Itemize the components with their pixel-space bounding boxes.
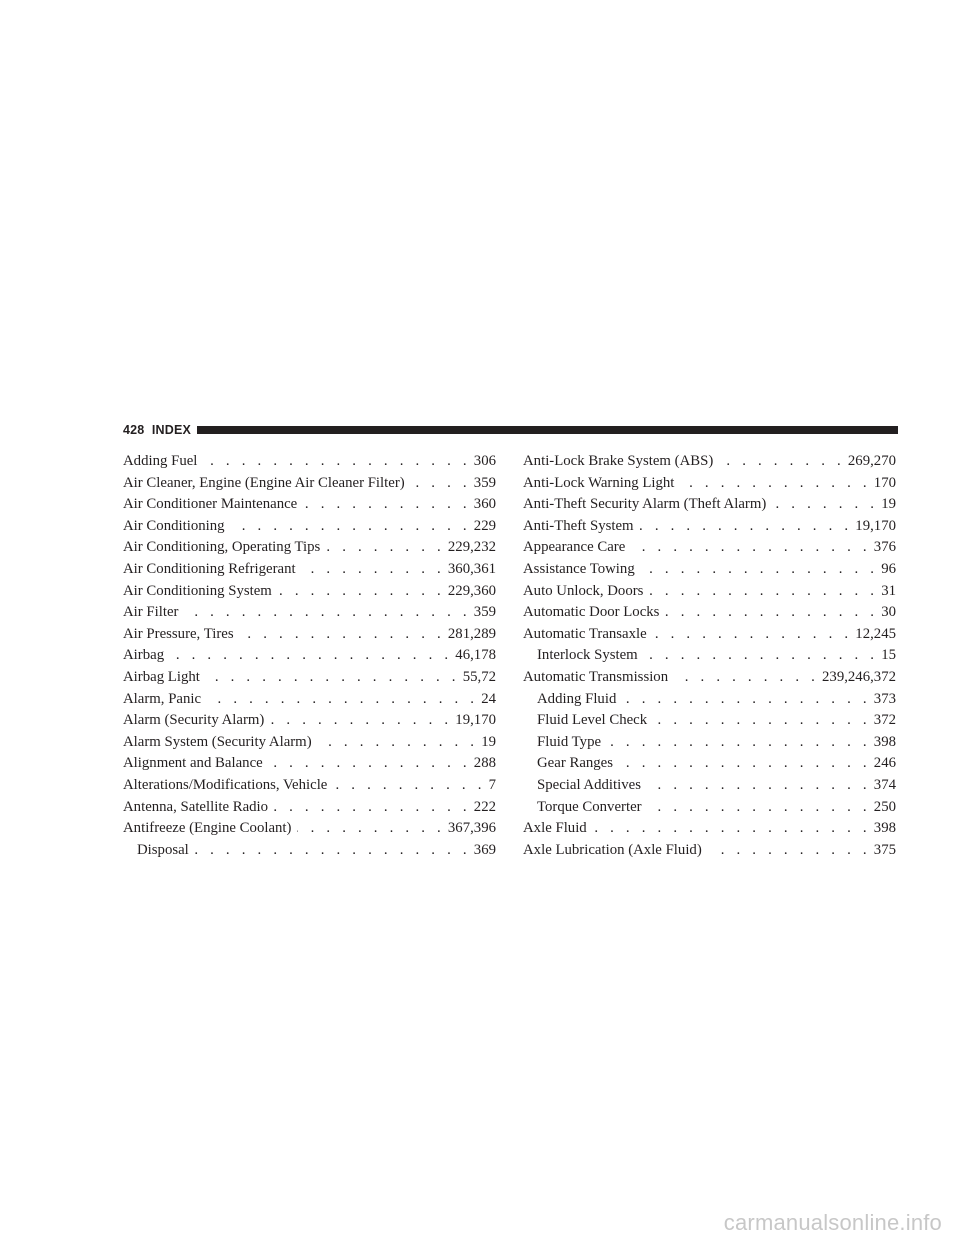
index-column-right	[523, 451, 896, 861]
index-page-numbers: 12,245	[855, 625, 896, 642]
index-term: Assistance Towing	[523, 560, 635, 577]
dot-leader	[302, 559, 445, 581]
index-page-numbers: 19	[881, 496, 896, 513]
index-term: Anti-Theft Security Alarm (Theft Alarm)	[523, 496, 767, 513]
dot-leader	[593, 818, 871, 840]
index-page-numbers: 373	[873, 690, 896, 707]
dot-leader	[297, 818, 444, 840]
dot-leader	[240, 624, 445, 646]
dot-leader	[619, 753, 871, 775]
index-page-numbers: 229,232	[447, 539, 496, 556]
index-term: Air Conditioning, Operating Tips	[123, 539, 321, 556]
dot-leader	[184, 602, 470, 624]
index-entry	[123, 516, 496, 538]
dot-leader	[411, 473, 471, 495]
index-page-numbers: 306	[473, 453, 496, 469]
dot-leader	[195, 840, 471, 862]
index-page-numbers: 96	[881, 560, 896, 577]
dot-leader	[631, 537, 871, 559]
index-term: Air Conditioning	[123, 517, 225, 534]
index-term: Anti-Lock Brake System (ABS)	[523, 453, 714, 469]
index-page-numbers: 398	[873, 820, 896, 837]
index-term: Airbag Light	[123, 668, 200, 685]
index-term: Antenna, Satellite Radio	[123, 798, 269, 815]
index-term: Disposal	[137, 841, 189, 858]
index-page-numbers: 170	[873, 474, 896, 491]
index-entry	[123, 753, 496, 775]
index-page-numbers: 360	[473, 496, 496, 513]
header-spacer	[144, 423, 151, 437]
index-page-numbers: 375	[873, 841, 896, 858]
dot-leader	[303, 494, 471, 516]
index-term: Air Conditioner Maintenance	[123, 496, 298, 513]
index-entry	[523, 775, 896, 797]
index-page-numbers: 246	[873, 755, 896, 772]
index-column-left	[123, 451, 496, 861]
index-page-numbers: 250	[873, 798, 896, 815]
index-page-numbers: 31	[881, 582, 896, 599]
dot-leader	[648, 797, 871, 819]
dot-leader	[680, 473, 870, 495]
index-page-numbers: 288	[473, 755, 496, 772]
index-entry	[523, 451, 896, 473]
index-entry	[123, 581, 496, 603]
index-term: Alterations/Modifications, Vehicle	[123, 776, 328, 793]
index-entry	[123, 602, 496, 624]
index-entry	[123, 818, 496, 840]
index-entry	[523, 602, 896, 624]
index-page-numbers: 7	[488, 776, 496, 793]
index-entry	[123, 710, 496, 732]
dot-leader	[665, 602, 878, 624]
dot-leader	[653, 710, 871, 732]
index-page-numbers: 19,170	[455, 712, 496, 729]
dot-leader	[206, 667, 460, 689]
index-page-numbers: 222	[473, 798, 496, 815]
dot-leader	[278, 581, 445, 603]
dot-leader	[644, 645, 879, 667]
index-term: Air Conditioning Refrigerant	[123, 560, 296, 577]
index-term: Anti-Lock Warning Light	[523, 474, 675, 491]
index-page-numbers: 269,270	[847, 453, 896, 469]
index-page-numbers: 376	[873, 539, 896, 556]
index-term: Alignment and Balance	[123, 755, 263, 772]
index-entry	[523, 732, 896, 754]
index-term: Air Cleaner, Engine (Engine Air Cleaner Filter)	[123, 474, 405, 491]
index-entry	[123, 494, 496, 516]
index-page-numbers: 15	[881, 647, 896, 664]
dot-leader	[333, 775, 485, 797]
index-entry	[123, 732, 496, 754]
index-page-numbers: 398	[873, 733, 896, 750]
index-term: Appearance Care	[523, 539, 626, 556]
index-term: Alarm, Panic	[123, 690, 202, 707]
index-term: Air Conditioning System	[123, 582, 272, 599]
dot-leader	[203, 451, 470, 473]
index-entry	[523, 667, 896, 689]
index-page-numbers: 281,289	[447, 625, 496, 642]
index-term: Automatic Transmission	[523, 668, 669, 685]
index-term: Axle Fluid	[523, 820, 587, 837]
index-entry	[123, 624, 496, 646]
index-entry	[523, 516, 896, 538]
index-term: Gear Ranges	[537, 755, 614, 772]
index-term: Automatic Transaxle	[523, 625, 647, 642]
index-page-numbers: 359	[473, 474, 496, 491]
index-page-numbers: 19	[481, 733, 496, 750]
index-term: Air Filter	[123, 604, 179, 621]
index-entry	[123, 689, 496, 711]
dot-leader	[674, 667, 819, 689]
index-page-numbers: 30	[881, 604, 896, 621]
index-term: Alarm (Security Alarm)	[123, 712, 265, 729]
index-page-numbers: 19,170	[855, 517, 896, 534]
index-entry	[523, 645, 896, 667]
index-entry	[523, 473, 896, 495]
index-entry	[523, 581, 896, 603]
index-entry	[523, 753, 896, 775]
index-entry	[123, 797, 496, 819]
dot-leader	[772, 494, 878, 516]
index-term: Interlock System	[537, 647, 638, 664]
index-entry	[123, 451, 496, 473]
index-entry	[523, 689, 896, 711]
index-term: Adding Fluid	[537, 690, 617, 707]
index-entry	[123, 840, 496, 862]
index-term: Antifreeze (Engine Coolant)	[123, 820, 292, 837]
index-entry	[523, 710, 896, 732]
index-term: Auto Unlock, Doors	[523, 582, 644, 599]
dot-leader	[274, 797, 471, 819]
index-term: Fluid Type	[537, 733, 602, 750]
index-page-numbers: 369	[473, 841, 496, 858]
dot-leader	[231, 516, 471, 538]
index-page-numbers: 360,361	[447, 560, 496, 577]
index-entry	[523, 818, 896, 840]
index-term: Air Pressure, Tires	[123, 625, 234, 642]
index-entry	[523, 797, 896, 819]
index-page-numbers: 55,72	[462, 668, 496, 685]
index-term: Adding Fuel	[123, 453, 198, 469]
index-entry	[123, 473, 496, 495]
index-entry	[523, 559, 896, 581]
index-entry	[523, 537, 896, 559]
index-entry	[123, 537, 496, 559]
dot-leader	[708, 840, 871, 862]
dot-leader	[326, 537, 445, 559]
section-title: INDEX	[151, 423, 192, 437]
dot-leader	[269, 753, 471, 775]
dot-leader	[647, 775, 871, 797]
index-entry	[123, 645, 496, 667]
watermark: carmanualsonline.info	[723, 1210, 942, 1235]
index-page-numbers: 239,246,372	[822, 668, 896, 685]
dot-leader	[170, 645, 452, 667]
dot-leader	[640, 516, 853, 538]
index-entry	[123, 775, 496, 797]
dot-leader	[641, 559, 878, 581]
index-entry	[123, 667, 496, 689]
index-page-numbers: 374	[873, 776, 896, 793]
index-term: Fluid Level Check	[537, 712, 648, 729]
index-term: Automatic Door Locks	[523, 604, 660, 621]
index-page-numbers: 229,360	[447, 582, 496, 599]
index-term: Anti-Theft System	[523, 517, 634, 534]
dot-leader	[622, 689, 870, 711]
index-entry	[523, 494, 896, 516]
index-entry	[523, 840, 896, 862]
index-term: Airbag	[123, 647, 165, 664]
index-page-numbers: 24	[481, 690, 496, 707]
index-page-numbers: 367,396	[447, 820, 496, 837]
index-entry	[523, 624, 896, 646]
index-entry	[123, 559, 496, 581]
index-page-numbers: 46,178	[455, 647, 496, 664]
dot-leader	[653, 624, 853, 646]
dot-leader	[719, 451, 845, 473]
dot-leader	[318, 732, 479, 754]
index-page-numbers: 359	[473, 604, 496, 621]
index-page-numbers: 229	[473, 517, 496, 534]
index-term: Torque Converter	[537, 798, 642, 815]
index-term: Axle Lubrication (Axle Fluid)	[523, 841, 702, 858]
dot-leader	[207, 689, 478, 711]
page-header	[123, 421, 898, 439]
dot-leader	[607, 732, 871, 754]
index-page-numbers: 372	[873, 712, 896, 729]
index-term: Special Additives	[537, 776, 641, 793]
page-number: 428	[123, 423, 145, 437]
dot-leader	[270, 710, 452, 732]
header-rule	[197, 426, 898, 434]
dot-leader	[649, 581, 878, 603]
index-term: Alarm System (Security Alarm)	[123, 733, 312, 750]
